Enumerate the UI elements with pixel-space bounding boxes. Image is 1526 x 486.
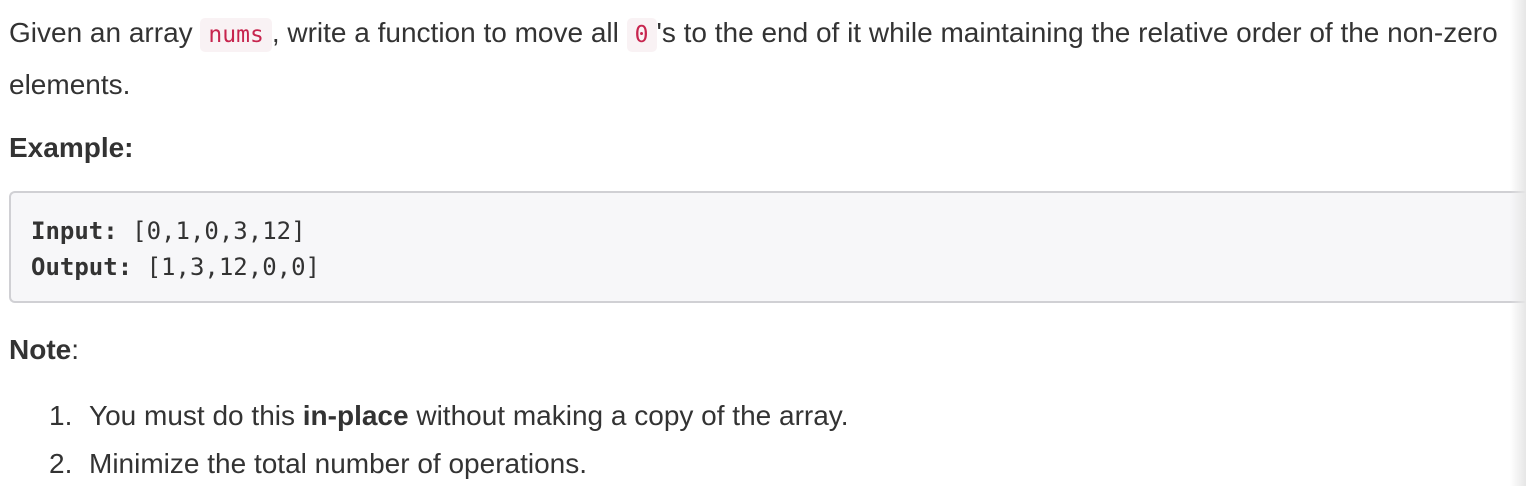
output-value: [1,3,12,0,0]	[132, 253, 320, 281]
scrollbar-edge	[1510, 0, 1526, 486]
note-text: Minimize the total number of operations.	[89, 448, 588, 479]
output-label: Output:	[31, 253, 133, 281]
intro-text-end: 's to the end of it while maintaining the relative order of the non-zero elements.	[9, 17, 1498, 100]
intro-text-start: Given an array	[9, 17, 201, 48]
list-item	[49, 440, 849, 486]
input-label: Input:	[31, 217, 118, 245]
output-line	[31, 249, 1509, 285]
in-place-bold: in-place	[302, 400, 409, 431]
list-number: 1.	[49, 400, 73, 431]
example-code-block	[9, 191, 1526, 303]
input-line	[31, 213, 1509, 249]
intro-text-middle: , write a function to move all	[271, 17, 627, 48]
note-colon: :	[71, 334, 80, 365]
note-label: Note	[9, 334, 72, 365]
zero-code: 0	[627, 18, 657, 52]
list-number: 2.	[49, 448, 73, 479]
note-heading	[9, 332, 79, 368]
note-text-end: without making a copy of the array.	[408, 400, 849, 431]
intro-paragraph	[9, 8, 1521, 110]
note-list	[49, 392, 849, 486]
input-value: [0,1,0,3,12]	[117, 217, 306, 245]
list-item	[49, 392, 849, 440]
nums-code: nums	[200, 18, 271, 52]
note-text-start: You must do this	[89, 400, 303, 431]
example-heading: Example:	[9, 132, 134, 163]
